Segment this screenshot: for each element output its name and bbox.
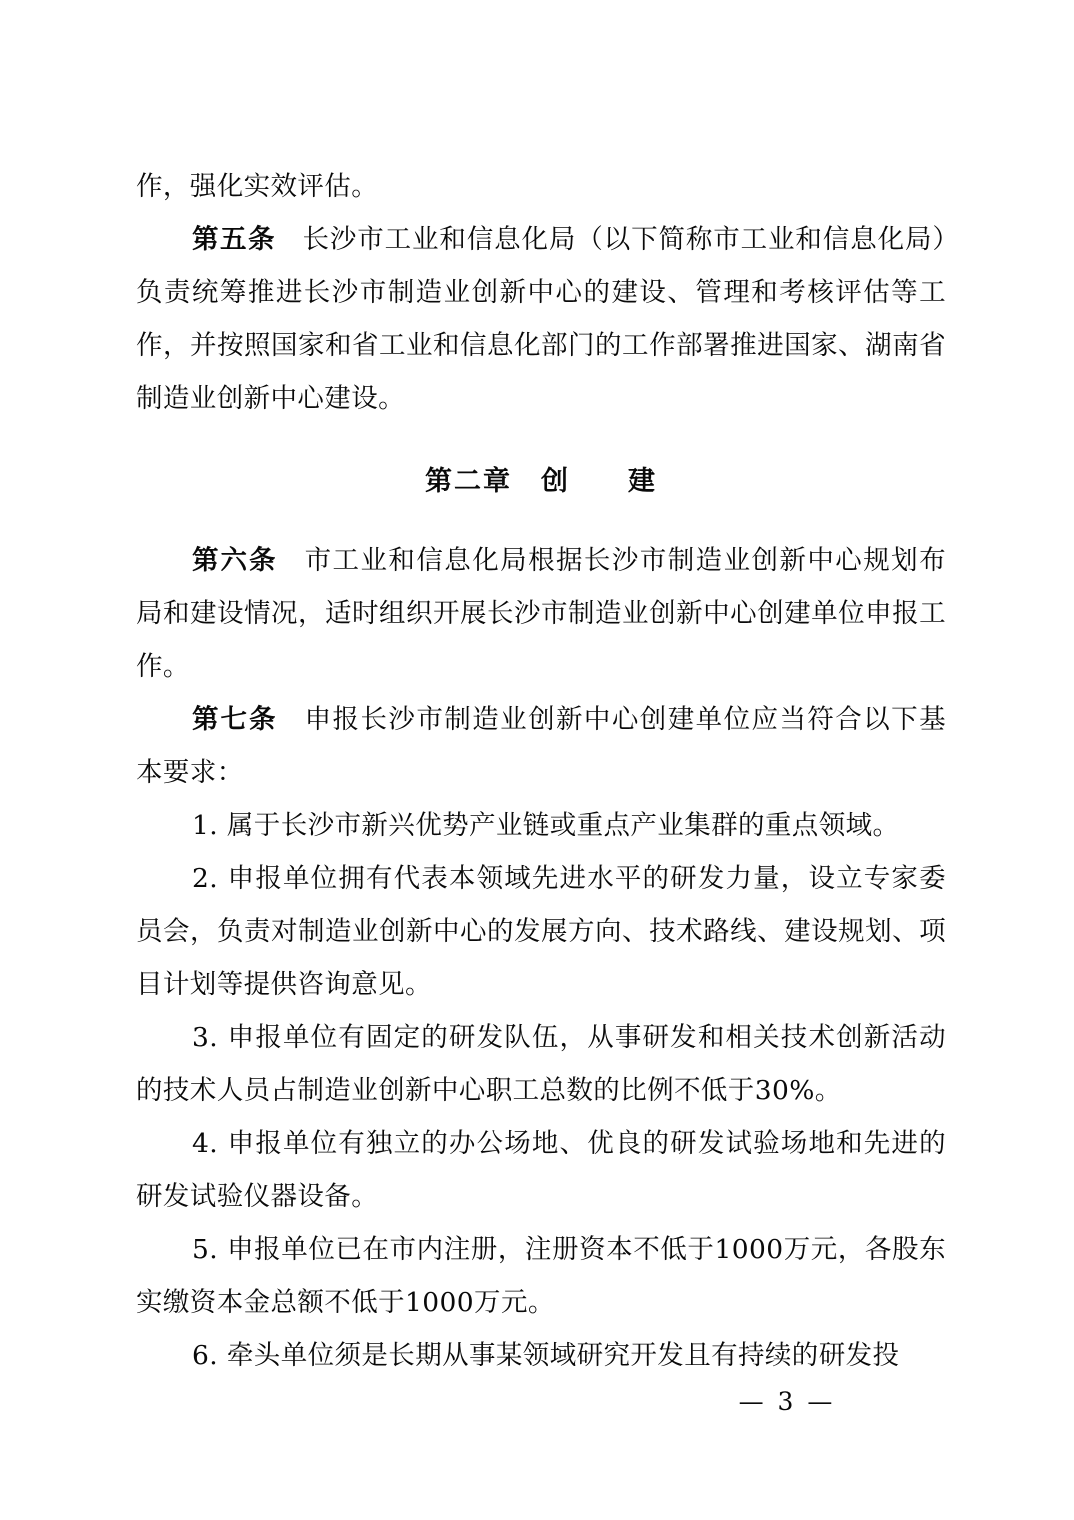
document-body [136, 160, 946, 1382]
list-item-5: 5. 申报单位已在市内注册，注册资本不低于1000万元，各股东实缴资本金总额不低于1000万元。 [136, 1234, 946, 1318]
article-label-5: 第五条 [192, 224, 276, 255]
list-item-4: 4. 申报单位有独立的办公场地、优良的研发试验场地和先进的研发试验仪器设备。 [136, 1128, 946, 1212]
article-label-7: 第七条 [192, 704, 278, 735]
paragraph-continuation: 作，强化实效评估。 [136, 171, 379, 202]
chapter-heading-2: 第二章 创 建 [425, 466, 657, 497]
paragraph-article-6 [136, 534, 946, 693]
list-item-6: 6. 牵头单位须是长期从事某领域研究开发且有持续的研发投 [192, 1340, 900, 1371]
paragraph-article-5 [136, 213, 946, 425]
article-label-6: 第六条 [192, 545, 278, 576]
article-text-6: 市工业和信息化局根据长沙市制造业创新中心规划布局和建设情况，适时组织开展长沙市制造业创新中心创建单位申报工作。 [136, 545, 946, 682]
list-item-3: 3. 申报单位有固定的研发队伍，从事研发和相关技术创新活动的技术人员占制造业创新中心职工总数的比例不低于30%。 [136, 1022, 946, 1106]
article-text-7: 申报长沙市制造业创新中心创建单位应当符合以下基本要求： [136, 704, 946, 788]
paragraph-article-7 [136, 693, 946, 799]
list-item-2: 2. 申报单位拥有代表本领域先进水平的研发力量，设立专家委员会，负责对制造业创新中心的发展方向、技术路线、建设规划、项目计划等提供咨询意见。 [136, 863, 946, 1000]
page-number-text: — 3 — [738, 1387, 836, 1416]
list-item-1: 1. 属于长沙市新兴优势产业链或重点产业集群的重点领域。 [192, 810, 900, 841]
page-number [0, 1387, 1074, 1416]
article-text-5: 长沙市工业和信息化局（以下简称市工业和信息化局）负责统筹推进长沙市制造业创新中心的建设、管理和考核评估等工作，并按照国家和省工业和信息化部门的工作部署推进国家、湖南省制造业创新中心建设。 [136, 224, 946, 414]
